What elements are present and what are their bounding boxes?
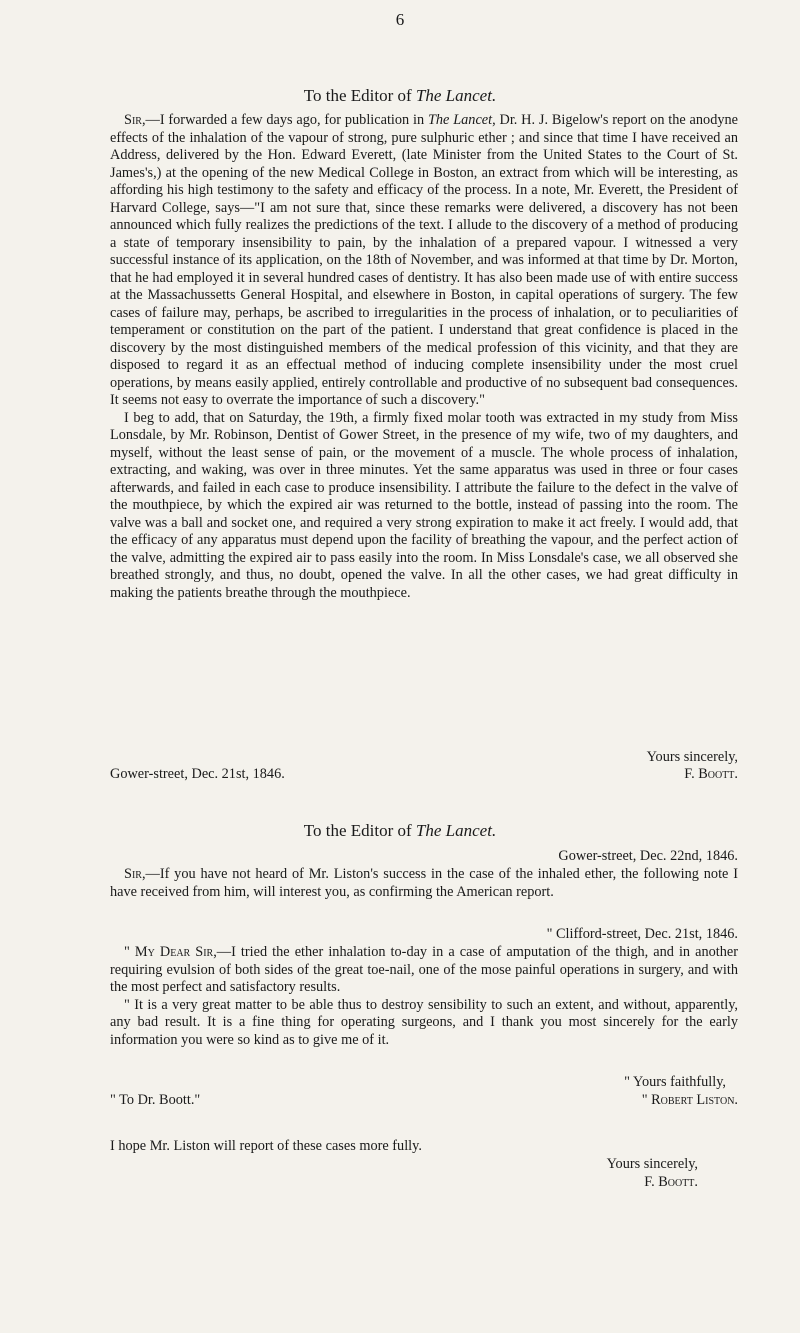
liston-note-addressee: " To Dr. Boott.": [110, 1092, 201, 1108]
liston-note-paragraph-1: " My Dear Sir,—I tried the ether inhalation to-day in a case of amputation of the thigh, and in another requiring evulsion of both sides of the great toe-nail, one of the mose painful operations in surgery, and with the most perfect and satisfactory results.: [110, 944, 738, 995]
letter1-place-date: Gower-street, Dec. 21st, 1846.: [110, 766, 285, 782]
letter2-signature: F. Boott.: [644, 1174, 698, 1190]
letter2-heading: To the Editor of The Lancet.: [303, 821, 497, 840]
letter2-closing: Yours sincerely,: [606, 1156, 698, 1172]
liston-note-body: [110, 944, 738, 1049]
liston-note-signature: " Robert Liston.: [641, 1092, 738, 1108]
letter1-paragraph-1: Sir,—I forwarded a few days ago, for publication in The Lancet, Dr. H. J. Bigelow's report on the anodyne effects of the inhalation of the vapour of strong, pure sulphuric ether ; and since that time I have received an Address, delivered by the Hon. Edward Everett, (late Minister from the United States to the Court of St. James's,) at the opening of the new Medical College in Boston, an extract from which will be interesting, as affording his high testimony to the safety and efficacy of the process. In a note, Mr. Everett, the President of Harvard College, says—"I am not sure that, since these remarks were delivered, a discovery has not been announced which fully realizes the predictions of the text. I allude to the discovery of a method of producing a state of temporary insensibility to pain, by the inhalation of a prepared vapour. I witnessed a very successful instance of its application, on the 18th of November, and was informed at that time by Dr. Morton, that he had employed it in several hundred cases of dentistry. It has also been made use of with entire success at the Massachussetts General Hospital, and elsewhere in Boston, in capital operations of surgery. The few cases of failure may, perhaps, be ascribed to irregularities in the process of inhalation, or to peculiarities of temperament or constitution on the part of the patient. I understand that great confidence is placed in the discovery by the most distinguished members of the medical profession of this vicinity, and that they are disposed to regard it as an effectual method of inducing complete insensibility under the most cruel operations, by means easily applied, entirely controllable and productive of no subsequent bad consequences. It seems not easy to overrate the importance of such a discovery.": [110, 112, 738, 408]
letter1-signature: F. Boott.: [684, 766, 738, 782]
page-number: 6: [395, 10, 405, 29]
letter1-closing: Yours sincerely,: [646, 749, 738, 765]
letter2-paragraph-1: Sir,—If you have not heard of Mr. Liston's success in the case of the inhaled ether, the following note I have received from him, will interest you, as confirming the American report.: [110, 866, 738, 900]
letter2-body: [110, 866, 738, 901]
letter1-heading: To the Editor of The Lancet.: [303, 86, 497, 105]
liston-note-closing: " Yours faithfully,: [624, 1074, 726, 1090]
letter2-place-date: Gower-street, Dec. 22nd, 1846.: [558, 848, 738, 864]
letter1-body: [110, 112, 738, 602]
liston-note-paragraph-2: " It is a very great matter to be able thus to destroy sensibility to such an extent, and without, apparently, any bad result. It is a fine thing for operating surgeons, and I thank you most sincerely for the early information you were so kind as to give me of it.: [110, 996, 738, 1048]
liston-note-place-date: " Clifford-street, Dec. 21st, 1846.: [546, 926, 738, 942]
letter1-paragraph-2: I beg to add, that on Saturday, the 19th, a firmly fixed molar tooth was extracted in my study from Miss Lonsdale, by Mr. Robinson, Dentist of Gower Street, in the presence of my wife, two of my daughters, and myself, without the least sense of pain, or the movement of a muscle. The whole process of inhalation, extracting, and waking, was over in three minutes. Yet the same apparatus was used in three or four cases afterwards, and failed in each case to produce insensibility. I attribute the failure to the defect in the valve of the mouthpiece, by which the expired air was returned to the bottle, instead of passing into the room. The valve was a ball and socket one, and required a very strong expiration to make it act freely. I would add, that the efficacy of any apparatus must depend upon the facility of breathing the vapour, and the perfect action of the valve, admitting the expired air to pass easily into the room. In Miss Lonsdale's case, we all observed she breathed strongly, and thus, no doubt, opened the valve. In all the other cases, we had great difficulty in making the patients breathe through the mouthpiece.: [110, 409, 738, 601]
letter2-closing-block: [110, 1138, 738, 1156]
letter2-paragraph-2: I hope Mr. Liston will report of these cases more fully.: [110, 1138, 422, 1154]
